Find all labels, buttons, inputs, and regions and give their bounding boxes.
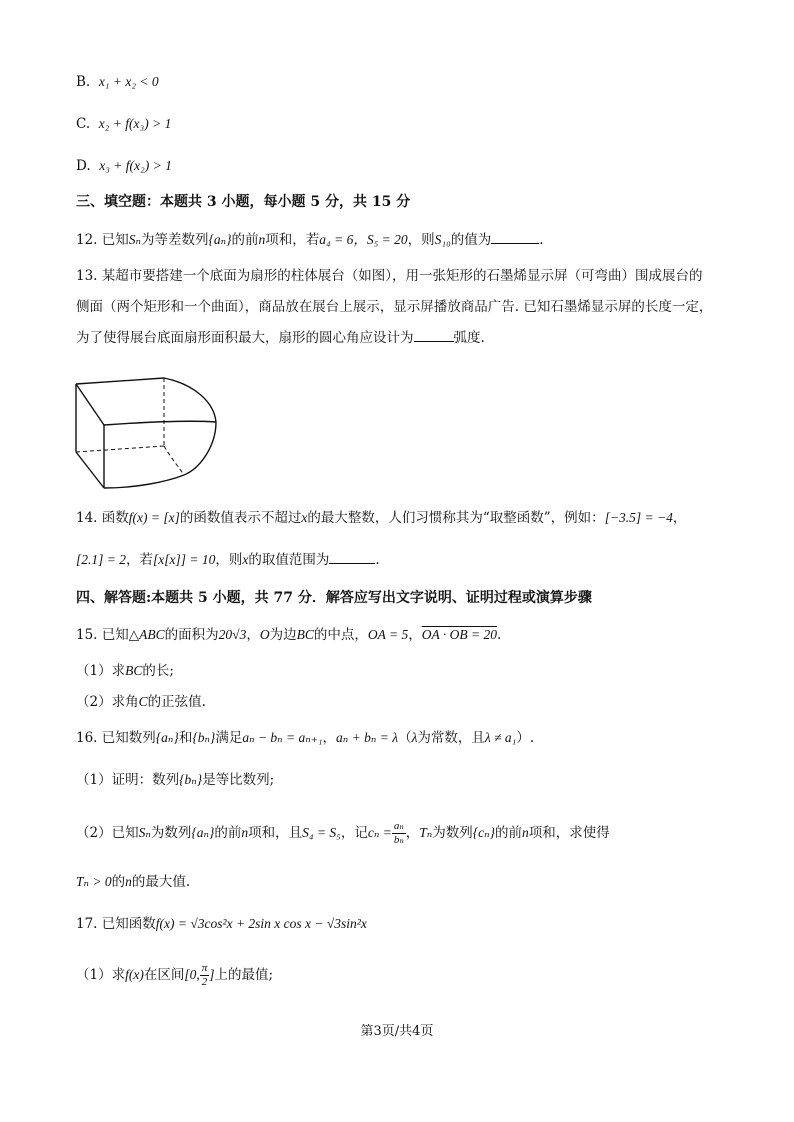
- option-label: B.: [76, 74, 91, 90]
- question-17: [76, 914, 754, 934]
- math: cₙ =: [367, 825, 392, 840]
- math: aₙ − bₙ = aₙ₊₁: [242, 730, 323, 745]
- text: 函数: [101, 510, 129, 526]
- math: n: [258, 232, 266, 247]
- answer-blank[interactable]: [329, 563, 375, 564]
- text: 为等差数列: [141, 232, 209, 248]
- math: {cₙ}: [472, 825, 496, 840]
- question-16-part-2-cont: [76, 872, 754, 892]
- bottom-left-edge: [76, 452, 104, 488]
- question-number: 15.: [76, 627, 98, 643]
- math: ABC: [139, 627, 165, 642]
- option-label: D.: [76, 158, 91, 174]
- text: ，: [672, 510, 687, 526]
- question-14-line-1: [76, 508, 754, 528]
- text: 为数列: [432, 825, 473, 841]
- text: （2）已知: [76, 825, 139, 841]
- question-15-part-2: [76, 692, 754, 712]
- text: 的最大值.: [131, 874, 191, 890]
- text: 满足: [215, 730, 243, 746]
- math: BC: [125, 663, 143, 678]
- top-arc-edge: [104, 421, 216, 425]
- text: 和: [178, 730, 193, 746]
- text: 是等比数列;: [202, 772, 275, 788]
- text: 的前: [214, 825, 242, 841]
- math: C: [138, 694, 148, 709]
- math: {aₙ}: [191, 825, 215, 840]
- option-c: [76, 114, 754, 134]
- math: BC: [296, 627, 314, 642]
- text: （1）求: [76, 967, 126, 983]
- math: {aₙ}: [155, 730, 179, 745]
- fraction-numerator: π: [201, 962, 208, 974]
- text: ，: [322, 730, 337, 746]
- text: 的函数值表示不超过: [179, 510, 302, 526]
- hidden-edges: [76, 378, 184, 475]
- text: .: [496, 627, 502, 643]
- text: 项和，且: [248, 825, 303, 841]
- text: （1）证明：数列: [76, 772, 180, 788]
- option-expression: x₂ + f(x₃) > 1: [98, 116, 172, 131]
- math: {bₙ}: [179, 772, 203, 787]
- math: x: [242, 552, 249, 567]
- fraction-an-over-bn: [392, 820, 406, 847]
- question-number: 14.: [76, 510, 98, 526]
- question-16: [76, 728, 754, 748]
- option-b: [76, 72, 754, 92]
- top-left-edge: [76, 384, 104, 425]
- curved-side-edge: [184, 422, 216, 475]
- question-13-line-1: 13. 某超市要搭建一个底面为扇形的柱体展台（如图），用一张矩形的石墨烯显示屏（可弯曲）围成展台的: [76, 268, 703, 284]
- text: ，: [246, 627, 260, 643]
- question-12: [76, 230, 754, 250]
- math: Sₙ: [128, 232, 142, 247]
- text: 为数列: [150, 825, 192, 841]
- question-15: [76, 625, 754, 645]
- text: 项和，若: [265, 232, 320, 248]
- section-4-title: 四、解答题:本题共 5 小题，共 77 分．解答应写出文字说明、证明过程或演算步骤: [76, 590, 592, 606]
- text: 弧度.: [453, 330, 485, 346]
- math: S₁₀: [434, 232, 451, 247]
- text: ，则: [215, 552, 243, 568]
- bottom-arc-edge: [104, 475, 184, 488]
- math: Tₙ: [419, 825, 433, 840]
- option-d: [76, 156, 754, 176]
- text: 上的最值;: [214, 967, 274, 983]
- question-13-line-3: [76, 328, 754, 348]
- math: n: [125, 874, 132, 889]
- text: 的面积为: [164, 627, 219, 643]
- math: x: [301, 510, 308, 525]
- math: {aₙ}: [208, 232, 232, 247]
- text: 在区间: [143, 967, 185, 983]
- text: 的值为: [450, 232, 492, 248]
- math: 20√3: [218, 627, 247, 642]
- fraction-numerator: aₙ: [393, 820, 404, 832]
- math: n: [241, 825, 249, 840]
- text: （: [398, 730, 412, 746]
- question-number: 12.: [76, 232, 98, 248]
- question-14-line-2: [76, 550, 754, 570]
- question-13-line-2: 侧面（两个矩形和一个曲面），商品放在展台上展示，显示屏播放商品广告. 已知石墨烯显示屏的长度一定，: [76, 299, 713, 315]
- text: 已知: [101, 232, 129, 248]
- math: Sₙ: [138, 825, 151, 840]
- text: 已知函数: [101, 916, 156, 932]
- text: 的前: [231, 232, 259, 248]
- text: ，则: [407, 232, 435, 248]
- sector-prism-figure: [66, 370, 226, 495]
- text: 的前: [495, 825, 523, 841]
- text: 的最大整数，人们习惯称其为“取整函数”，例如：: [307, 510, 605, 526]
- math: [x[x]] = 10: [153, 552, 216, 567]
- text: 为了使得展台底面扇形面积最大，扇形的圆心角应设计为: [76, 330, 414, 346]
- question-17-part-1: [76, 962, 754, 989]
- math: Tₙ > 0: [76, 874, 112, 889]
- math: f(x) = [x]: [128, 510, 180, 525]
- math: λ: [411, 730, 418, 745]
- math: n: [522, 825, 529, 840]
- fraction-pi-over-2: [200, 962, 210, 989]
- math: [0,: [184, 967, 200, 982]
- math: OA · OB = 20: [421, 627, 497, 642]
- math: f(x) = √3cos²x + 2sin x cos x − √3sin²x: [155, 916, 367, 931]
- text: ，: [408, 627, 422, 643]
- text: 的取值范围为: [248, 552, 330, 568]
- text: ，: [405, 825, 420, 841]
- math: O: [259, 627, 270, 642]
- text: （1）求: [76, 663, 126, 679]
- option-expression: x₃ + f(x₂) > 1: [99, 158, 172, 173]
- math: [−3.5] = −4: [604, 510, 673, 525]
- text: 项和，求使得: [528, 825, 610, 841]
- text: .: [539, 232, 544, 248]
- math: S₄ = S₅: [302, 825, 341, 840]
- text: 的中点，: [313, 627, 368, 643]
- math: OA = 5: [367, 627, 409, 642]
- text: ）.: [516, 730, 535, 746]
- option-expression: x₁ + x₂ < 0: [98, 74, 159, 89]
- text: （2）求角: [76, 694, 139, 710]
- section-3-title: 三、填空题：本题共 3 小题，每小题 5 分，共 15 分: [76, 194, 411, 210]
- text: 的正弦值.: [147, 694, 206, 710]
- math: λ ≠ a₁: [484, 730, 517, 745]
- question-16-part-1: [76, 770, 754, 790]
- question-number: 16.: [76, 730, 98, 746]
- question-number: 17.: [76, 916, 98, 932]
- answer-blank[interactable]: [414, 341, 454, 342]
- fraction-denominator: 2: [201, 976, 208, 988]
- math: aₙ + bₙ = λ: [336, 730, 399, 745]
- text: 已知△: [101, 627, 140, 643]
- math: {bₙ}: [192, 730, 216, 745]
- question-16-part-2: [76, 820, 754, 847]
- text: 为常数，且: [417, 730, 485, 746]
- text: 为边: [269, 627, 297, 643]
- math: ]: [209, 967, 215, 982]
- text: 的: [111, 874, 126, 890]
- text: ，记: [340, 825, 368, 841]
- text: .: [375, 552, 380, 568]
- text: 已知数列: [101, 730, 156, 746]
- answer-blank[interactable]: [491, 243, 539, 244]
- math: a₄ = 6，S₅ = 20: [319, 232, 408, 247]
- text: ，若: [126, 552, 153, 568]
- question-15-part-1: [76, 661, 754, 681]
- math: f(x): [125, 967, 144, 982]
- fraction-denominator: bₙ: [393, 834, 404, 846]
- text: 的长;: [142, 663, 174, 679]
- math: [2.1] = 2: [76, 552, 126, 567]
- option-label: C.: [76, 116, 91, 132]
- page-footer: 第3页/共4页: [360, 1024, 434, 1039]
